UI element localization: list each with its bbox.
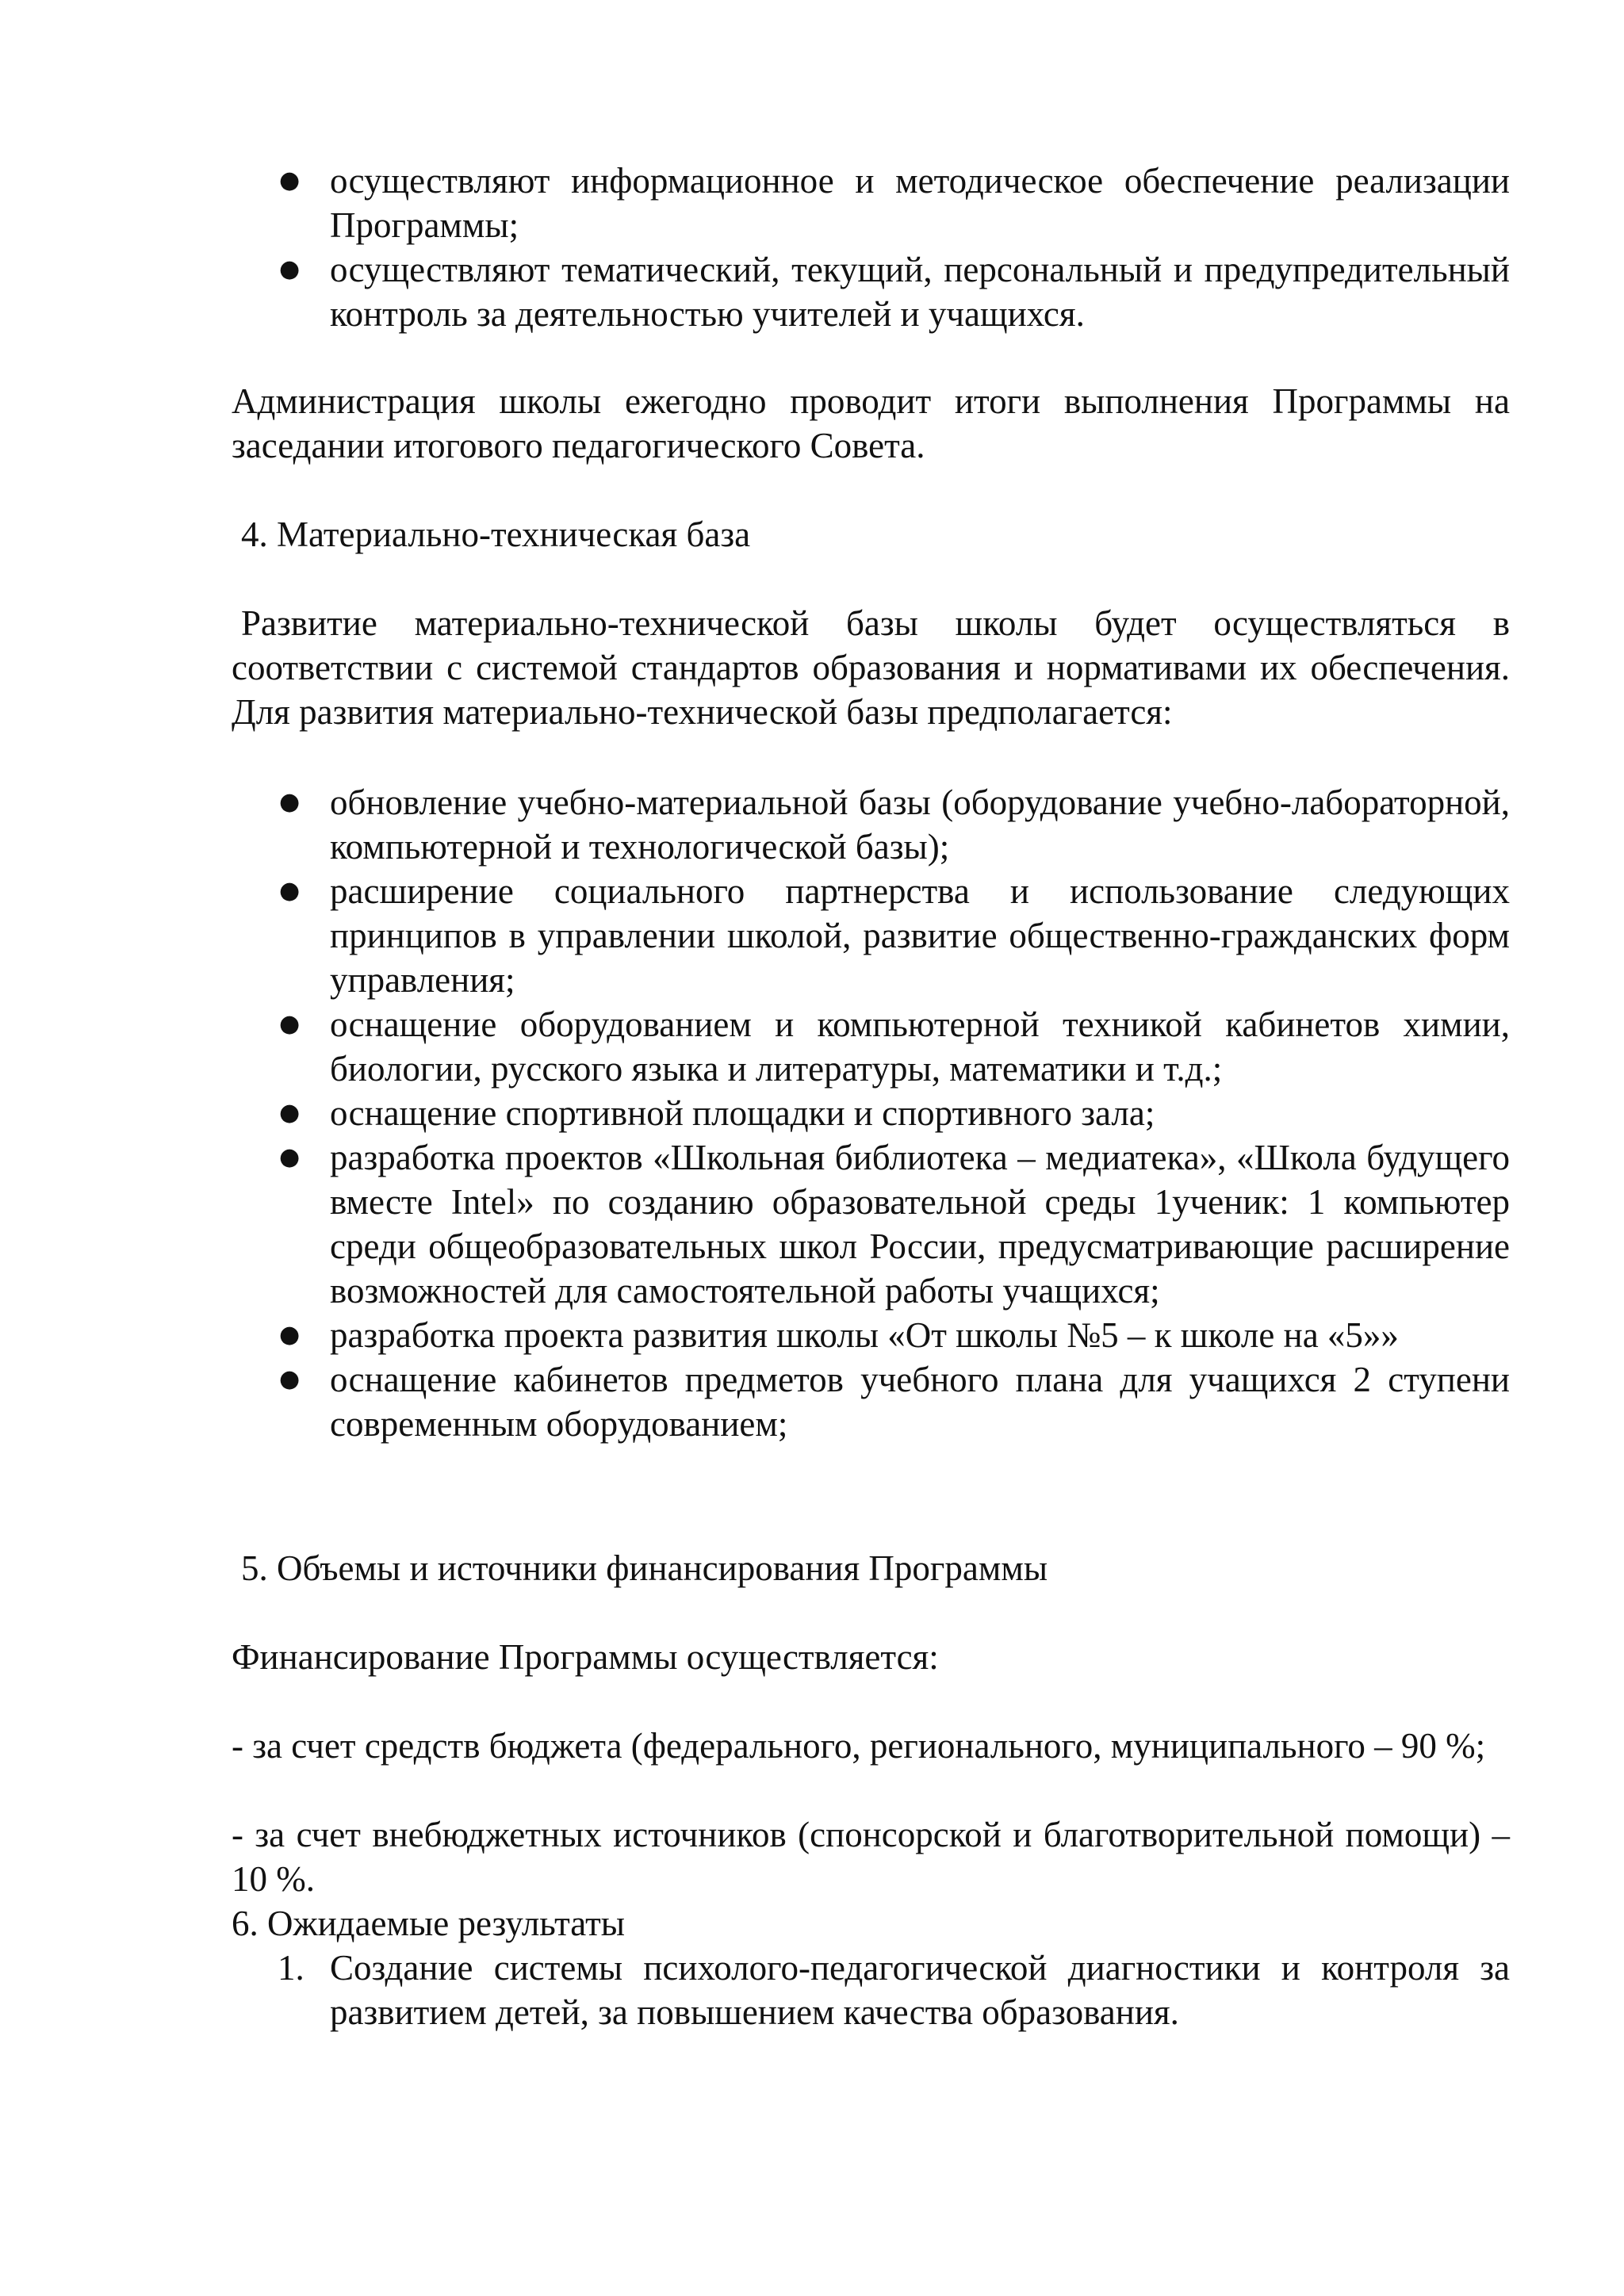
bullet-icon: ● <box>279 788 301 816</box>
list-item <box>232 247 1510 336</box>
bullet-icon: ● <box>279 1321 301 1349</box>
funding-budget-line: - за счет средств бюджета (федерального, регионального, муниципального – 90 %; <box>232 1726 1486 1766</box>
section-heading-5: 5. Объемы и источники финансирования Программы <box>241 1548 1048 1588</box>
list-item-text: разработка проектов «Школьная библиотека – медиатека», «Школа будущего вместе Intel» по созданию образовательной среды 1ученик: 1 компьютер среди общеобразовательных школ России, предусматривающие расширение возможностей для самостоятельной работы учащихся; <box>330 1138 1510 1311</box>
list-item-text: осуществляют информационное и методическое обеспечение реализации Программы; <box>330 161 1510 245</box>
list-item <box>232 1946 1510 2034</box>
list-item-text: Создание системы психолого-педагогической диагностики и контроля за развитием детей, за повышением качества образования. <box>330 1948 1510 2032</box>
list-item-text: обновление учебно-материальной базы (оборудование учебно-лабораторной, компьютерной и технологической базы); <box>330 783 1510 867</box>
list-item-text: оснащение кабинетов предметов учебного плана для учащихся 2 ступени современным оборудованием; <box>330 1360 1510 1444</box>
list-item <box>232 1091 1510 1135</box>
paragraph-development: Развитие материально-технической базы школы будет осуществляться в соответствии с системой стандартов образования и нормативами их обеспечения. Для развития материально-технической базы предполагается: <box>232 603 1510 732</box>
bullet-icon: ● <box>279 255 301 283</box>
section-heading-4: 4. Материально-техническая база <box>241 515 751 554</box>
list-item <box>232 780 1510 869</box>
section-heading-6: 6. Ожидаемые результаты <box>232 1904 626 1943</box>
list-item-text: оснащение спортивной площадки и спортивного зала; <box>330 1093 1155 1133</box>
list-item <box>232 1357 1510 1446</box>
list-item-text: оснащение оборудованием и компьютерной техникой кабинетов химии, биологии, русского языка и литературы, математики и т.д.; <box>330 1004 1510 1089</box>
list-item-text: разработка проекта развития школы «От школы №5 – к школе на «5»» <box>330 1315 1399 1355</box>
bullet-icon: ● <box>279 1099 301 1127</box>
bullet-icon: ● <box>279 166 301 194</box>
list-item <box>232 1135 1510 1313</box>
list-item-text: осуществляют тематический, текущий, персональный и предупредительный контроль за деятельностью учителей и учащихся. <box>330 250 1510 334</box>
bullet-list-materials <box>232 780 1510 1446</box>
numbered-list-results <box>232 1946 1510 2034</box>
funding-extra-line: - за счет внебюджетных источников (спонсорской и благотворительной помощи) – 10 %. <box>232 1815 1510 1899</box>
paragraph-administration: Администрация школы ежегодно проводит итоги выполнения Программы на заседании итогового педагогического Совета. <box>232 381 1510 465</box>
paragraph-financing: Финансирование Программы осуществляется: <box>232 1637 939 1677</box>
bullet-icon: ● <box>279 1143 301 1171</box>
bullet-icon: ● <box>279 877 301 905</box>
bullet-list-control <box>232 159 1510 336</box>
list-item <box>232 159 1510 247</box>
bullet-icon: ● <box>279 1010 301 1038</box>
list-item <box>232 869 1510 1002</box>
list-item <box>232 1002 1510 1091</box>
list-item-text: расширение социального партнерства и использование следующих принципов в управлении школой, развитие общественно-гражданских форм управления; <box>330 871 1510 1000</box>
list-number: 1. <box>278 1948 304 1988</box>
list-item <box>232 1313 1510 1357</box>
bullet-icon: ● <box>279 1365 301 1393</box>
